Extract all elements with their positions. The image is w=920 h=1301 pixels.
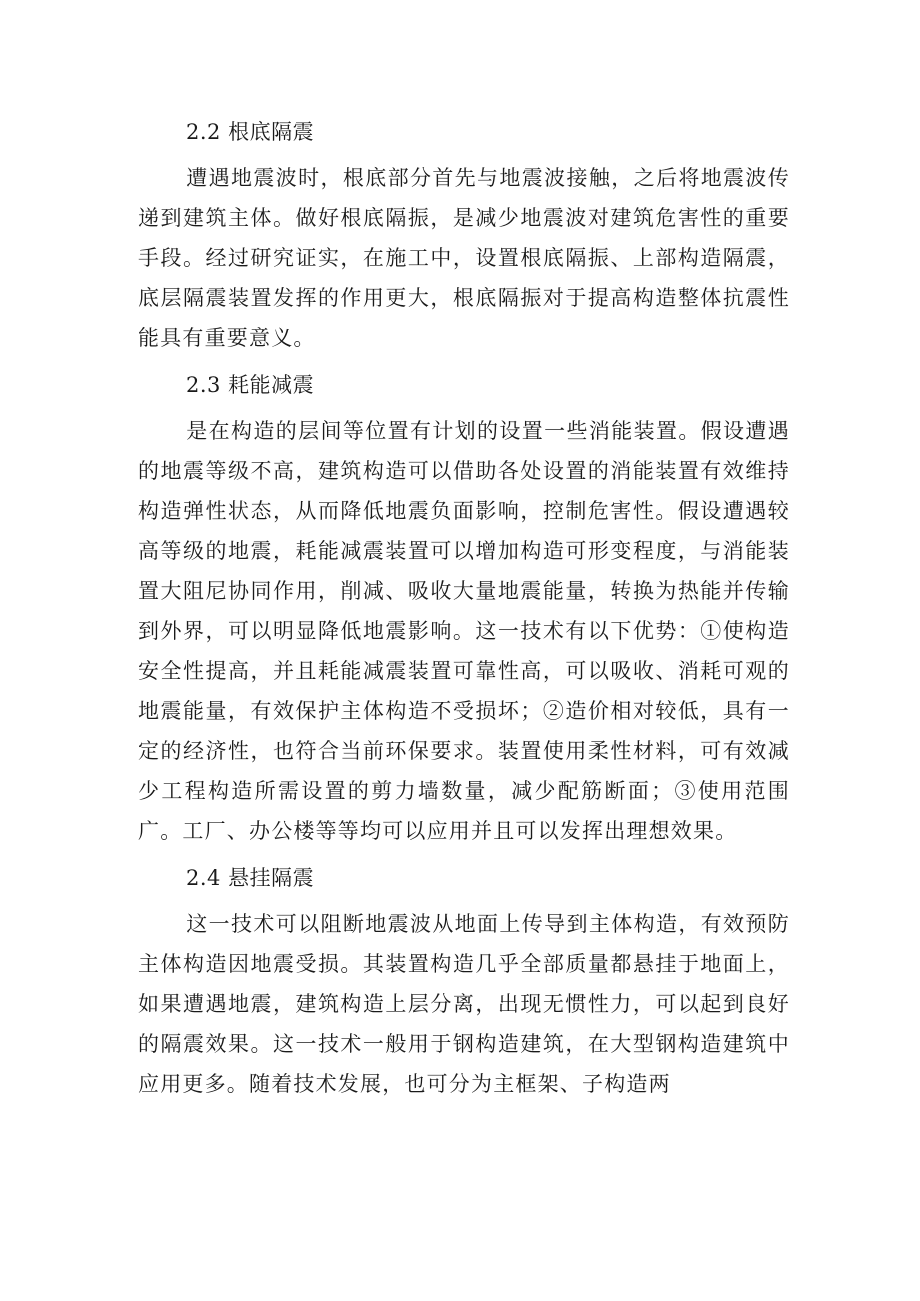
section-paragraph: 是在构造的层间等位置有计划的设置一些消能装置。假设遭遇的地震等级不高，建筑构造可以借助各处设置的消能装置有效维持构造弹性状态，从而降低地震负面影响，控制危害性。假设遭遇较高等级的地震，耗能减震装置可以增加构造可形变程度，与消能装置大阻尼协同作用，削减、吸收大量地震能量，转换为热能并传输到外界，可以明显降低地震影响。这一技术有以下优势：①使构造安全性提高，并且耗能减震装置可靠性高，可以吸收、消耗可观的地震能量，有效保护主体构造不受损坏；②造价相对较低，具有一定的经济性，也符合当前环保要求。装置使用柔性材料，可有效减少工程构造所需设置的剪力墙数量，减少配筋断面；③使用范围广。工厂、办公楼等等均可以应用并且可以发挥出理想效果。 [138, 419, 790, 843]
section-2-2 [138, 112, 790, 358]
section-paragraph: 遭遇地震波时，根底部分首先与地震波接触，之后将地震波传递到建筑主体。做好根底隔振，是减少地震波对建筑危害性的重要手段。经过研究证实，在施工中，设置根底隔振、上部构造隔震，底层隔震装置发挥的作用更大，根底隔振对于提高构造整体抗震性能具有重要意义。 [138, 166, 790, 350]
section-heading: 2.2 根底隔震 [186, 120, 315, 144]
section-paragraph: 这一技术可以阻断地震波从地面上传导到主体构造，有效预防主体构造因地震受损。其装置构造几乎全部质量都悬挂于地面上，如果遭遇地震，建筑构造上层分离，出现无惯性力，可以起到良好的隔震效果。这一技术一般用于钢构造建筑，在大型钢构造建筑中应用更多。随着技术发展，也可分为主框架、子构造两 [138, 912, 790, 1096]
document-body [138, 112, 790, 1111]
section-2-4 [138, 858, 790, 1104]
section-heading: 2.4 悬挂隔震 [186, 866, 315, 890]
section-2-3 [138, 365, 790, 851]
section-heading: 2.3 耗能减震 [186, 373, 315, 397]
